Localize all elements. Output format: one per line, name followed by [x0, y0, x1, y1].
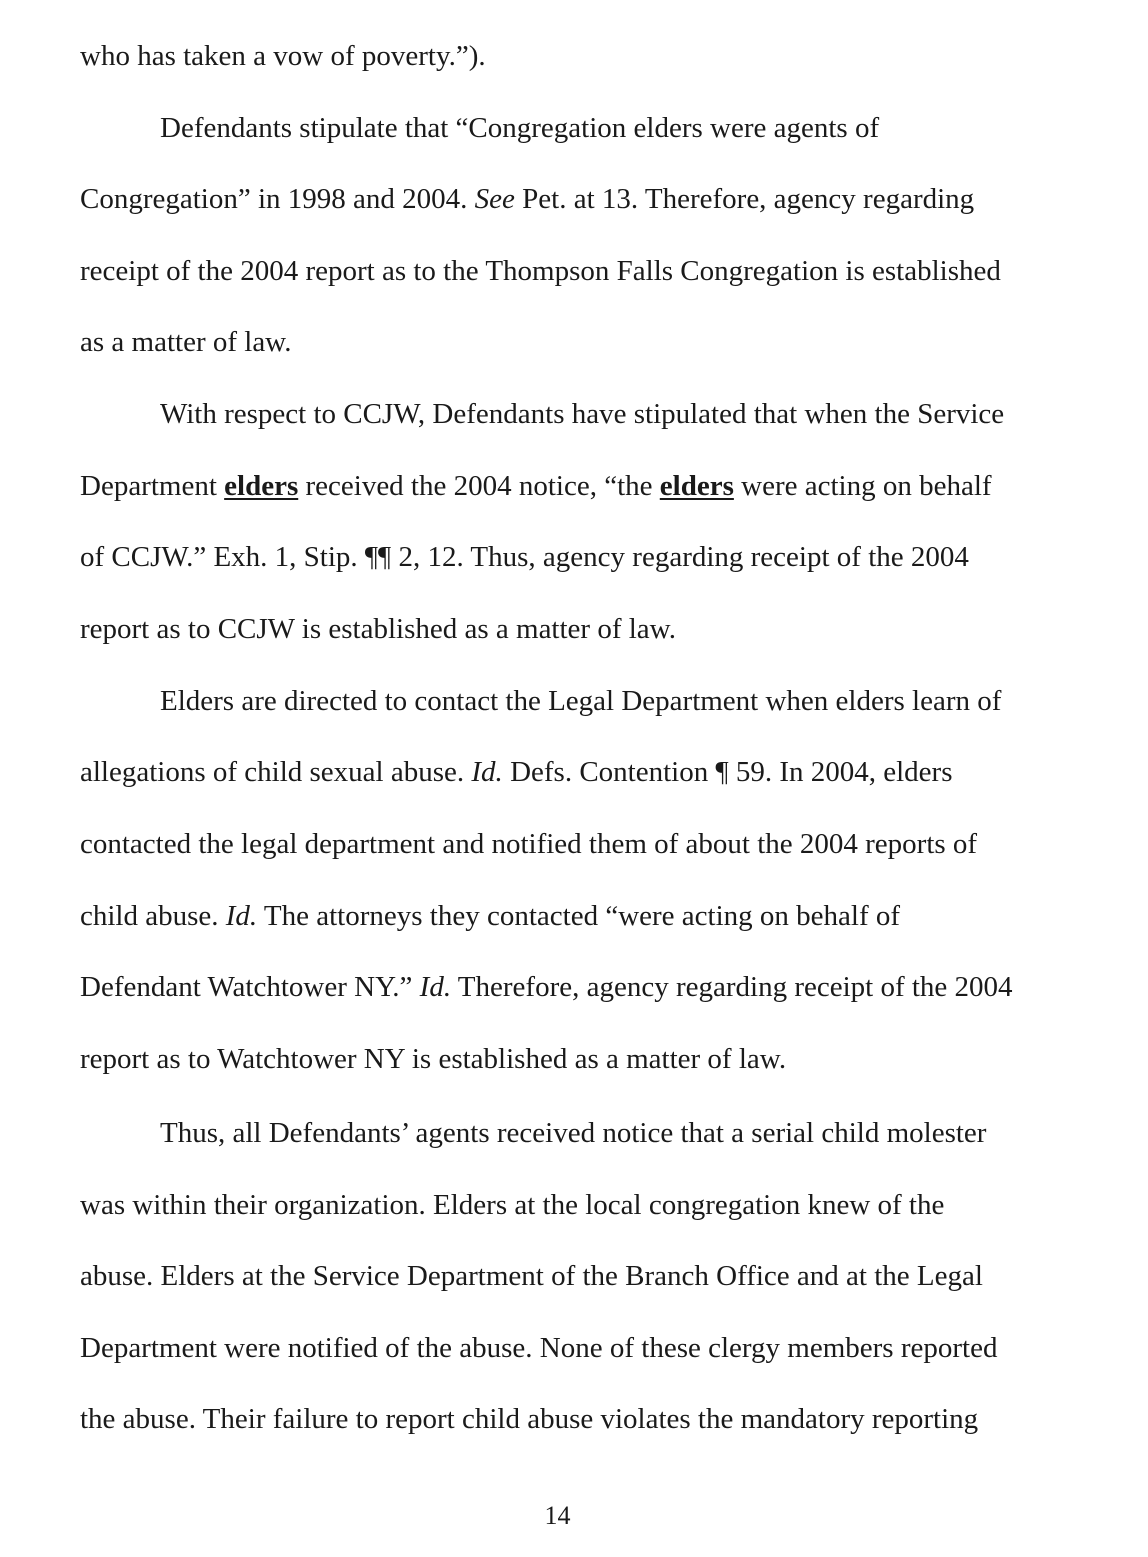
text-span: abuse. Elders at the Service Department of the Branch Office and at the Legal [80, 1260, 983, 1292]
text-span: Department were notified of the abuse. None of these clergy members reported [80, 1332, 998, 1364]
paragraph-4-line-5 [80, 1401, 978, 1437]
text-span: report as to Watchtower NY is established as a matter of law. [80, 1043, 787, 1075]
paragraph-3-line-1 [160, 683, 1001, 719]
text-span: was within their organization. Elders at the local congregation knew of the [80, 1189, 945, 1221]
text-span: allegations of child sexual abuse. [80, 756, 472, 788]
citation-signal: See [474, 183, 515, 215]
text-span: of CCJW.” Exh. 1, Stip. ¶¶ 2, 12. Thus, agency regarding receipt of the 2004 [80, 541, 969, 573]
text-span: With respect to CCJW, Defendants have stipulated that when the Service [160, 398, 1005, 430]
text-span: Congregation” in 1998 and 2004. [80, 183, 475, 215]
paragraph-2-line-1 [160, 396, 1004, 432]
paragraph-1-line-4 [80, 324, 292, 360]
text-span: contacted the legal department and notified them of about the 2004 reports of [80, 828, 978, 860]
paragraph-1-line-1 [160, 110, 879, 146]
text-span: who has taken a vow of poverty.”). [80, 40, 486, 72]
emphasized-term: elders [659, 470, 734, 502]
text-span: Defs. Contention ¶ 59. In 2004, elders [502, 756, 953, 788]
paragraph-4-line-2 [80, 1187, 944, 1223]
paragraph-3-line-3 [80, 826, 977, 862]
paragraph-4-line-3 [80, 1258, 983, 1294]
paragraph-2-line-2 [80, 468, 992, 504]
paragraph-1-line-2 [80, 181, 974, 217]
text-span: as a matter of law. [80, 326, 292, 358]
text-span: receipt of the 2004 report as to the Thompson Falls Congregation is established [80, 255, 1001, 287]
text-span: Defendants stipulate that “Congregation elders were agents of [160, 112, 880, 144]
text-span: Thus, all Defendants’ agents received notice that a serial child molester [160, 1117, 987, 1149]
paragraph-1-line-3 [80, 253, 1001, 289]
text-span: child abuse. [80, 900, 226, 932]
text-span: Elders are directed to contact the Legal Department when elders learn of [160, 685, 1002, 717]
paragraph-3-line-5 [80, 969, 1013, 1005]
text-span: the abuse. Their failure to report child abuse violates the mandatory reporting [80, 1403, 979, 1435]
text-span: Pet. at 13. Therefore, agency regarding [514, 183, 975, 215]
citation-id: Id. [225, 900, 258, 932]
paragraph-3-line-2 [80, 754, 953, 790]
citation-id: Id. [471, 756, 503, 788]
text-span: Defendant Watchtower NY.” [80, 971, 420, 1003]
paragraph-3-line-4 [80, 898, 900, 934]
text-span: report as to CCJW is established as a matter of law. [80, 613, 676, 645]
citation-id: Id. [419, 971, 452, 1003]
text-span: Department [80, 470, 225, 502]
paragraph-2-line-4 [80, 611, 676, 647]
paragraph-0-line-1 [80, 38, 486, 74]
paragraph-4-line-1 [160, 1115, 986, 1151]
text-span: were acting on behalf [733, 470, 992, 502]
page-number: 14 [544, 1501, 571, 1530]
paragraph-3-line-6 [80, 1041, 786, 1077]
text-span: received the 2004 notice, “the [298, 470, 660, 502]
text-span: Therefore, agency regarding receipt of the 2004 [451, 971, 1013, 1003]
paragraph-4-line-4 [80, 1330, 997, 1366]
emphasized-term: elders [224, 470, 299, 502]
paragraph-2-line-3 [80, 539, 969, 575]
text-span: The attorneys they contacted “were acting on behalf of [257, 900, 901, 932]
